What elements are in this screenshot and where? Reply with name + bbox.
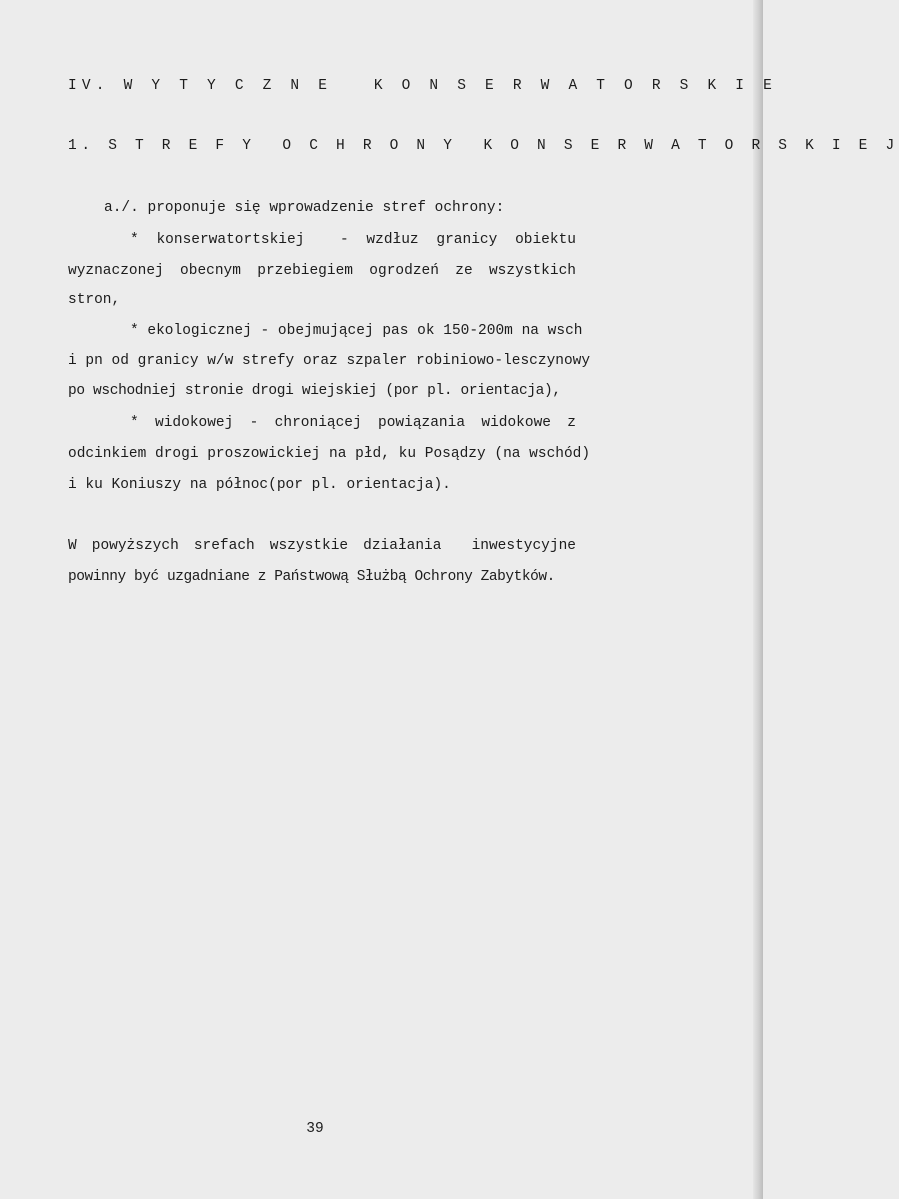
chapter-heading: IV. W Y T Y C Z N E K O N S E R W A T O R S K I E	[68, 78, 777, 94]
closing-paragraph-line: powinny być uzgadniane z Państwową Służbą Ochrony Zabytków.	[68, 569, 555, 585]
paragraph-view-line: * widokowej - chroniącej powiązania widokowe z	[130, 415, 576, 431]
paragraph-ecological-line: * ekologicznej - obejmującej pas ok 150-200m na wsch	[130, 323, 583, 339]
paragraph-ecological-line: i pn od granicy w/w strefy oraz szpaler robiniowo-lesczynowy	[68, 353, 591, 369]
paragraph-a-line: * konserwatortskiej - wzdłuz granicy obiektu	[130, 232, 576, 248]
paragraph-a-line: stron,	[68, 292, 121, 308]
paragraph-a-line: a./. proponuje się wprowadzenie stref ochrony:	[104, 200, 505, 216]
paragraph-view-line: i ku Koniuszy na północ(por pl. orientacja).	[68, 477, 451, 493]
page-edge-shadow	[753, 0, 763, 1199]
paragraph-a-line: wyznaczonej obecnym przebiegiem ogrodzeń ze wszystkich	[68, 263, 576, 279]
closing-paragraph-line: W powyższych srefach wszystkie działania inwestycyjne	[68, 538, 576, 554]
page-number: 39	[306, 1121, 324, 1137]
paragraph-ecological-line: po wschodniej stronie drogi wiejskiej (por pl. orientacja),	[68, 383, 561, 399]
section-heading: 1. S T R E F Y O C H R O N Y K O N S E R W A T O R S K I E J	[68, 138, 899, 154]
paragraph-view-line: odcinkiem drogi proszowickiej na płd, ku Posądzy (na wschód)	[68, 446, 591, 462]
